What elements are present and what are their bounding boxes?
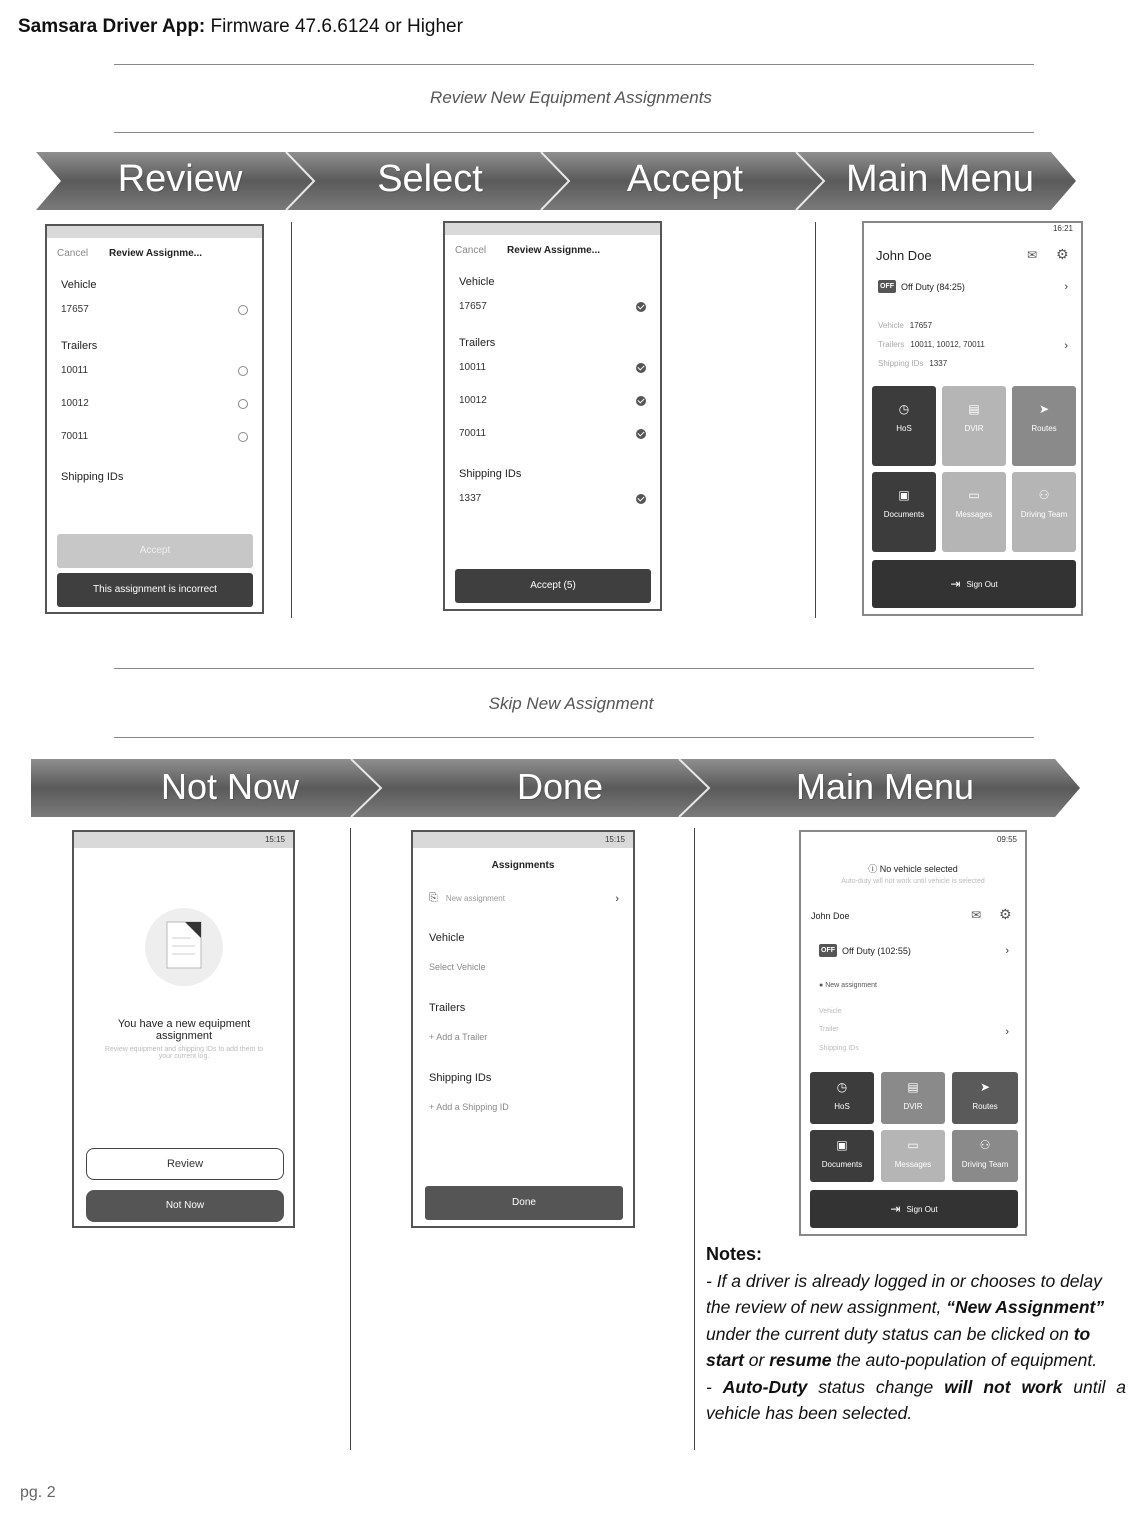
document-icon: ⎘: [429, 892, 438, 904]
radio-icon: [238, 305, 248, 315]
vehicle-option[interactable]: [47, 295, 262, 324]
step-not-now: Not Now: [160, 766, 300, 807]
tile-label: HoS: [834, 1102, 850, 1111]
divider: [114, 64, 1034, 65]
shipping-heading: Shipping IDs: [61, 471, 124, 483]
status-bar: [445, 223, 660, 235]
sign-out-icon: ⇥: [890, 1202, 901, 1216]
tile-label: DVIR: [964, 424, 984, 433]
cancel-link[interactable]: Cancel: [57, 248, 89, 259]
section2-caption: Skip New Assignment: [488, 694, 654, 713]
app-label: Samsara Driver App:: [18, 16, 206, 37]
info-icon: ⓘ: [868, 864, 880, 874]
main-menu-screen-2: [799, 830, 1027, 1236]
new-assignment-link[interactable]: [819, 982, 877, 989]
new-assignment-label: New assignment: [445, 894, 505, 903]
new-assignment-label: New assignment: [825, 982, 877, 989]
tile-messages[interactable]: [881, 1130, 945, 1182]
trailer-row[interactable]: [819, 1026, 1009, 1038]
done-screen: [411, 830, 635, 1228]
firmware-text: Firmware 47.6.6124 or Higher: [210, 16, 463, 37]
duty-status: Off Duty (102:55): [842, 945, 911, 956]
step-done: Done: [516, 766, 604, 807]
duty-status: Off Duty (84:25): [901, 281, 965, 292]
vehicle-label: Vehicle: [819, 1008, 842, 1015]
shipping-option[interactable]: [445, 484, 660, 513]
screen-title: Review Assignme...: [109, 248, 202, 259]
vehicle-heading: Vehicle: [429, 932, 465, 944]
sign-out-icon: ⇥: [950, 577, 961, 591]
clipboard-icon: ▤: [968, 402, 980, 416]
document-illustration: [145, 908, 223, 986]
gear-icon[interactable]: ⚙: [1056, 246, 1069, 262]
shipping-value: 1337: [929, 359, 948, 368]
document-icon: ▣: [836, 1138, 848, 1152]
page-number: pg. 2: [20, 1484, 56, 1501]
screen-title: Assignments: [491, 860, 555, 871]
tile-hos[interactable]: [810, 1072, 874, 1124]
trailers-heading: Trailers: [429, 1002, 466, 1014]
trailer-label: Trailer: [819, 1026, 839, 1033]
tile-label: Documents: [883, 510, 925, 519]
review-screen: [45, 224, 264, 614]
mail-icon[interactable]: ✉: [971, 908, 982, 922]
driver-name: John Doe: [876, 248, 932, 263]
check-icon: [636, 429, 646, 439]
add-trailer-link[interactable]: + Add a Trailer: [429, 1032, 488, 1042]
vehicle-heading: Vehicle: [459, 276, 495, 288]
chevron-right-icon: ›: [615, 892, 619, 905]
sign-out-button[interactable]: [872, 560, 1076, 608]
clock-icon: ◷: [898, 402, 910, 416]
tile-dvir[interactable]: [942, 386, 1006, 466]
clock-icon: ◷: [836, 1080, 848, 1094]
trailer-id: 70011: [459, 428, 487, 439]
note-2: - Auto-Duty status change will not work until a vehicle has been selected.: [706, 1376, 1126, 1423]
status-bar: 15:15: [413, 832, 633, 848]
notes: [706, 1241, 1126, 1427]
trailer-id: 10012: [61, 398, 89, 409]
message-icon: ▭: [968, 488, 980, 502]
shipping-heading: Shipping IDs: [459, 468, 522, 480]
navigation-icon: ➤: [979, 1080, 991, 1094]
trailer-id: 10011: [459, 362, 487, 373]
column-divider: [694, 828, 695, 1450]
accept-button[interactable]: Accept: [57, 534, 253, 568]
chevron-right-icon: ›: [1064, 340, 1068, 352]
check-icon: [636, 302, 646, 312]
review-button[interactable]: Review: [86, 1148, 284, 1180]
tile-label: Documents: [821, 1160, 863, 1169]
driver-name: John Doe: [811, 911, 850, 921]
column-divider: [350, 828, 351, 1450]
select-vehicle-link[interactable]: Select Vehicle: [429, 962, 486, 972]
trailer-option[interactable]: [47, 385, 262, 418]
trailers-heading: Trailers: [459, 337, 496, 349]
tile-driving-team[interactable]: [952, 1130, 1018, 1182]
vehicle-value: 17657: [909, 321, 933, 330]
new-assignment-row[interactable]: [429, 892, 619, 905]
tile-documents[interactable]: [810, 1130, 874, 1182]
sign-out-label: Sign Out: [966, 579, 998, 589]
trailer-id: 70011: [61, 431, 89, 442]
trailers-info[interactable]: [878, 340, 1068, 352]
accept-button[interactable]: Accept (5): [455, 569, 651, 603]
step-select: Select: [377, 158, 483, 200]
trailer-option[interactable]: [47, 356, 262, 385]
check-icon: [636, 396, 646, 406]
incorrect-button[interactable]: This assignment is incorrect: [57, 573, 253, 607]
done-button[interactable]: Done: [425, 1186, 623, 1220]
status-bar: [47, 226, 262, 238]
tile-label: DVIR: [903, 1102, 923, 1111]
sign-out-button[interactable]: [810, 1190, 1018, 1228]
notes-heading: Notes:: [706, 1244, 763, 1264]
check-icon: [636, 494, 646, 504]
step-main-menu: Main Menu: [846, 158, 1034, 200]
trailer-id: 10012: [459, 395, 487, 406]
no-vehicle-text: No vehicle selected: [879, 864, 958, 874]
cancel-link[interactable]: Cancel: [455, 245, 487, 256]
divider: [114, 668, 1034, 669]
trailer-option[interactable]: [47, 418, 262, 451]
step-main-menu: Main Menu: [795, 766, 975, 807]
vehicle-id: 17657: [61, 304, 89, 315]
section1-caption: Review New Equipment Assignments: [430, 88, 712, 107]
tile-routes[interactable]: [1012, 386, 1076, 466]
trailers-heading: Trailers: [61, 340, 98, 352]
trailer-option[interactable]: [445, 353, 660, 382]
chevron-right-icon: ›: [1005, 944, 1009, 957]
check-icon: [636, 363, 646, 373]
navigation-icon: ➤: [1038, 402, 1050, 416]
add-shipping-link[interactable]: + Add a Shipping ID: [429, 1102, 509, 1112]
note-1: - If a driver is already logged in or chooses to delay the review of new assignment, “New Assignment” under the current duty status can be clicked on to start or resume the auto-population of equipment.: [706, 1270, 1105, 1370]
new-assignment-subtext: Review equipment and shipping IDs to add them to your current log.: [104, 1046, 264, 1060]
new-assignment-heading: You have a new equipment assignment: [117, 1018, 251, 1042]
screen-title: Review Assignme...: [507, 245, 600, 256]
shipping-id: 1337: [459, 493, 482, 504]
vehicle-info: [878, 321, 932, 330]
sign-out-label: Sign Out: [906, 1204, 938, 1214]
duty-status-row[interactable]: [819, 944, 1009, 957]
vehicle-id: 17657: [459, 301, 487, 312]
not-now-button[interactable]: Not Now: [86, 1190, 284, 1222]
doc-title: [18, 16, 463, 38]
dot-icon: ●: [819, 982, 826, 989]
vehicle-label: Vehicle: [878, 321, 904, 330]
team-icon: ⚇: [1038, 488, 1050, 502]
tile-documents[interactable]: [872, 472, 936, 552]
trailers-value: 10011, 10012, 70011: [910, 340, 985, 349]
mail-icon[interactable]: ✉: [1027, 248, 1038, 262]
select-screen: [443, 221, 662, 611]
status-bar: 16:21: [864, 223, 1081, 235]
off-badge: OFF: [878, 280, 896, 293]
duty-status-row[interactable]: [878, 280, 1068, 293]
tile-label: Routes: [1031, 424, 1057, 433]
shipping-info: [878, 359, 947, 368]
radio-icon: [238, 366, 248, 376]
clipboard-icon: ▤: [907, 1080, 919, 1094]
status-bar: 09:55: [801, 832, 1025, 848]
not-now-screen: [72, 830, 295, 1228]
radio-icon: [238, 432, 248, 442]
status-bar: 15:15: [74, 832, 293, 848]
trailer-option[interactable]: [445, 415, 660, 448]
radio-icon: [238, 399, 248, 409]
tile-label: Routes: [972, 1102, 998, 1111]
gear-icon[interactable]: ⚙: [999, 906, 1012, 922]
shipping-label: Shipping IDs: [878, 359, 924, 368]
step-review: Review: [117, 158, 243, 200]
message-icon: ▭: [907, 1138, 919, 1152]
team-icon: ⚇: [979, 1138, 991, 1152]
tile-routes[interactable]: [952, 1072, 1018, 1124]
tile-messages[interactable]: [942, 472, 1006, 552]
tile-dvir[interactable]: [881, 1072, 945, 1124]
chevron-right-icon: ›: [1005, 1026, 1009, 1038]
tile-label: Driving Team: [1020, 510, 1068, 519]
vehicle-heading: Vehicle: [61, 279, 97, 291]
tile-driving-team[interactable]: [1012, 472, 1076, 552]
shipping-heading: Shipping IDs: [429, 1072, 492, 1084]
no-vehicle-banner: [801, 862, 1025, 875]
tile-hos[interactable]: [872, 386, 936, 466]
trailer-id: 10011: [61, 365, 89, 376]
column-divider: [815, 222, 816, 618]
tile-label: Messages: [955, 510, 993, 519]
divider: [114, 737, 1034, 738]
tile-label: Driving Team: [961, 1160, 1009, 1169]
divider: [114, 132, 1034, 133]
chevron-right-icon: ›: [1064, 280, 1068, 293]
vehicle-option[interactable]: [445, 292, 660, 321]
document-icon: ▣: [898, 488, 910, 502]
trailer-option[interactable]: [445, 382, 660, 415]
shipping-label: Shipping IDs: [819, 1045, 859, 1052]
no-vehicle-subtext: Auto-duty will not work until vehicle is selected: [841, 878, 985, 885]
step-accept: Accept: [626, 158, 744, 200]
trailers-label: Trailers: [878, 340, 905, 349]
main-menu-screen: [862, 221, 1083, 616]
off-badge: OFF: [819, 944, 837, 957]
tile-label: HoS: [896, 424, 912, 433]
column-divider: [291, 222, 292, 618]
tile-label: Messages: [894, 1160, 932, 1169]
